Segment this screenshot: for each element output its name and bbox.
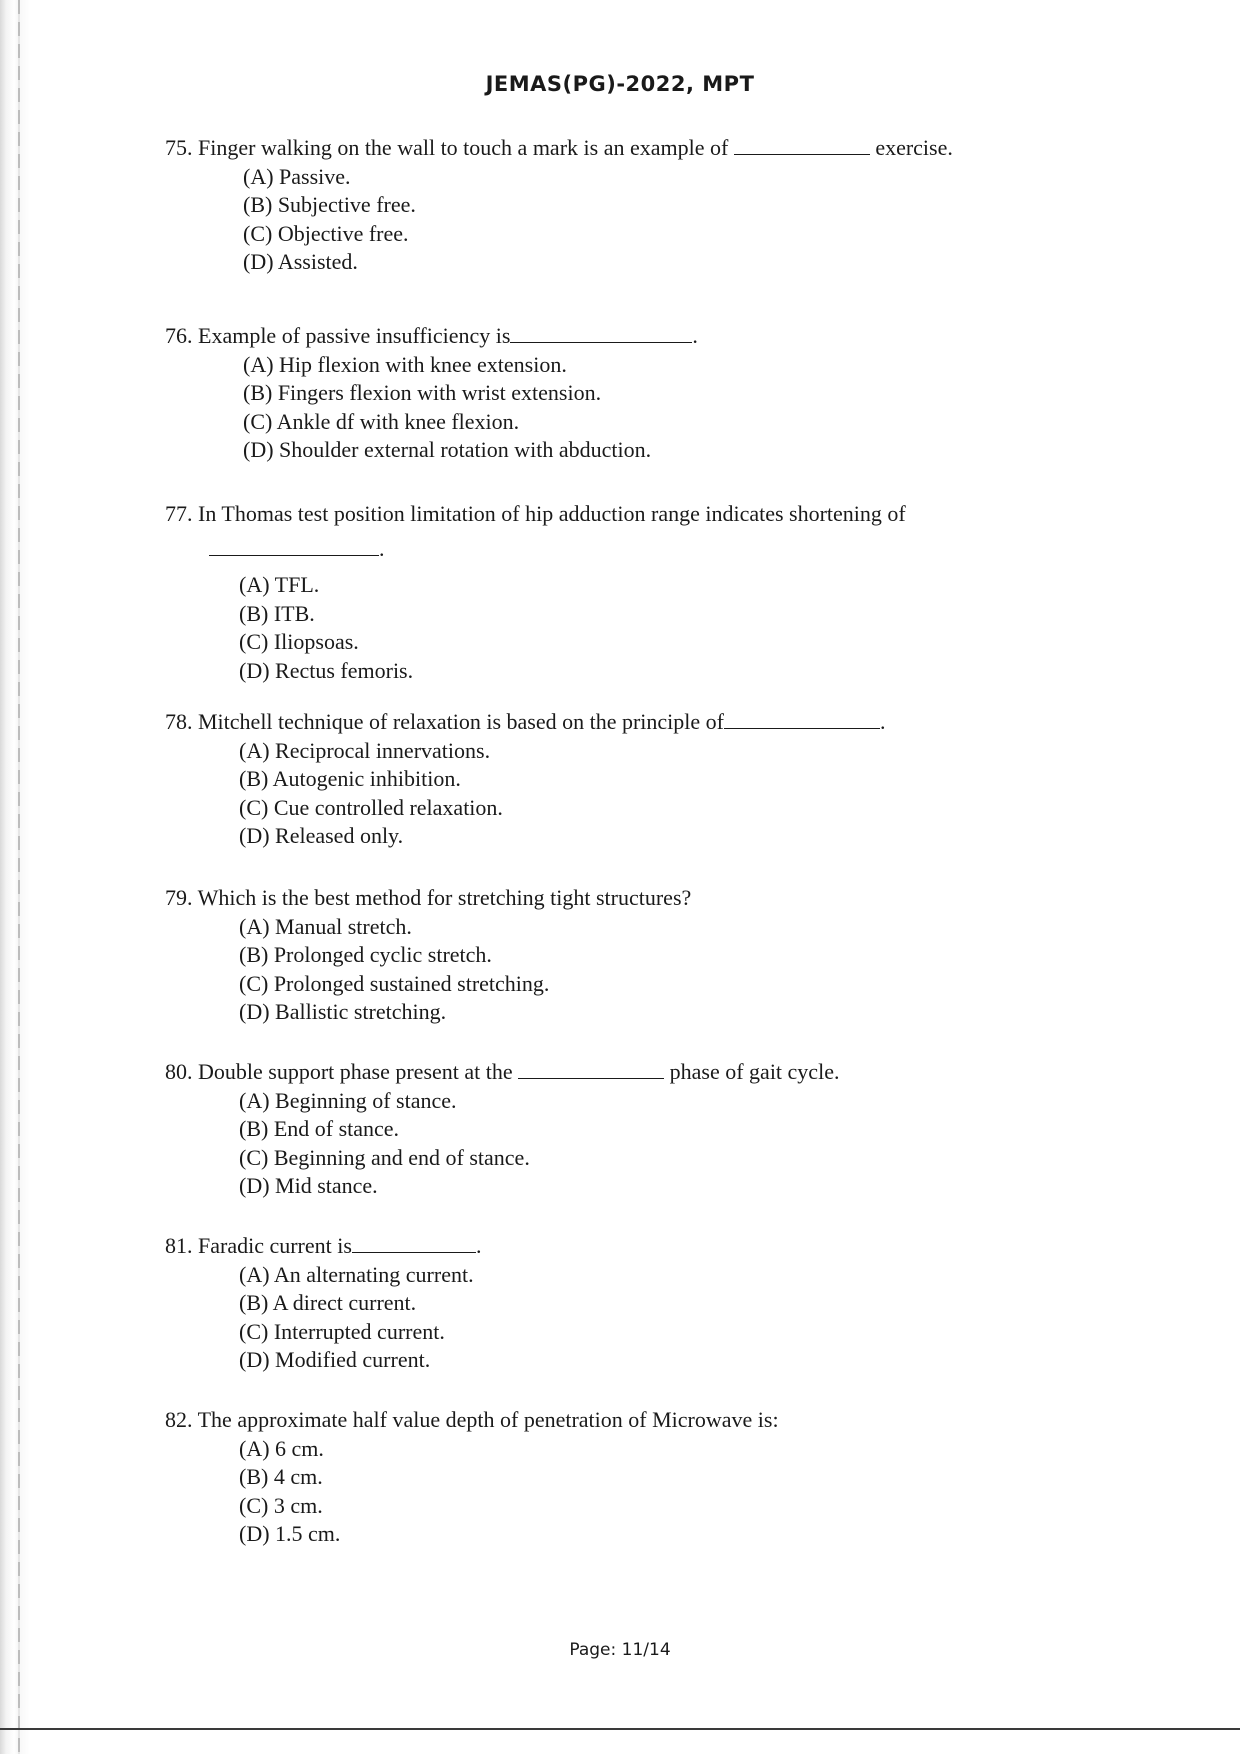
option-c: (C) 3 cm.: [239, 1492, 323, 1518]
option-a: (A) An alternating current.: [239, 1261, 474, 1287]
question-text: Double support phase present at the: [198, 1059, 513, 1084]
option-b: (B) Autogenic inhibition.: [239, 766, 461, 791]
option-b: (B) ITB.: [239, 600, 315, 626]
option-b: (B) Prolonged cyclic stretch.: [239, 942, 492, 967]
answer-blank: [352, 1234, 476, 1253]
option-d: (D) Modified current.: [239, 1347, 431, 1372]
option-b: (B) Subjective free.: [243, 192, 416, 217]
page-number: Page: 11/14: [569, 1640, 671, 1660]
option-d: (D) Assisted.: [243, 249, 358, 274]
answer-blank: [724, 710, 880, 729]
question-79: [165, 884, 1085, 1027]
question-text: Faradic current is: [198, 1233, 352, 1258]
bottom-rule: [0, 1728, 1240, 1730]
option-c: (C) Beginning and end of stance.: [239, 1144, 530, 1170]
question-number: 77.: [165, 501, 193, 526]
question-stem: [165, 1232, 1085, 1261]
question-text: The approximate half value depth of penetration of Microwave is:: [197, 1407, 779, 1432]
option-d: (D) Released only.: [239, 823, 404, 848]
answer-blank: [209, 537, 379, 556]
option-list: [239, 1435, 1085, 1549]
question-text: Example of passive insufficiency is: [198, 323, 511, 348]
option-a: (A) Passive.: [243, 163, 351, 189]
option-c: (C) Cue controlled relaxation.: [239, 794, 503, 820]
question-number: 78.: [165, 709, 193, 734]
option-list: [239, 737, 1085, 851]
question-text-after: .: [379, 535, 385, 561]
option-list: [243, 351, 1085, 465]
question-stem: [165, 1406, 1085, 1435]
question-number: 81.: [165, 1233, 193, 1258]
option-d: (D) Rectus femoris.: [239, 657, 414, 683]
question-stem-continuation: [209, 535, 1085, 564]
question-text: Which is the best method for stretching tight structures?: [197, 885, 692, 910]
question-80: [165, 1058, 1085, 1201]
option-list: [239, 1087, 1085, 1201]
question-number: 76.: [165, 323, 193, 348]
question-text: Finger walking on the wall to touch a mark is an example of: [198, 135, 729, 160]
option-b: (B) Fingers flexion with wrist extension.: [243, 380, 602, 405]
question-text-after: .: [880, 709, 886, 734]
question-number: 80.: [165, 1059, 193, 1084]
question-text-after: exercise.: [875, 135, 953, 160]
question-number: 79.: [165, 885, 193, 910]
option-b: (B) A direct current.: [239, 1290, 417, 1315]
question-stem: [165, 884, 1085, 913]
scan-edge-shadow: [0, 0, 30, 1754]
question-76: [165, 322, 1085, 465]
question-number: 75.: [165, 135, 193, 160]
option-d: (D) Mid stance.: [239, 1173, 378, 1198]
option-c: (C) Ankle df with knee flexion.: [243, 408, 520, 434]
option-c: (C) Interrupted current.: [239, 1318, 445, 1344]
option-a: (A) TFL.: [239, 572, 320, 597]
option-d: (D) Shoulder external rotation with abduction.: [243, 437, 652, 462]
option-c: (C) Prolonged sustained stretching.: [239, 970, 550, 996]
answer-blank: [518, 1060, 664, 1079]
question-stem: [165, 134, 1085, 163]
question-stem: [165, 1058, 1085, 1087]
option-a: (A) Reciprocal innervations.: [239, 737, 491, 763]
option-a: (A) Hip flexion with knee extension.: [243, 351, 567, 377]
option-d: (D) 1.5 cm.: [239, 1521, 341, 1546]
page-title: JEMAS(PG)-2022, MPT: [485, 72, 755, 96]
answer-blank: [734, 136, 870, 155]
question-text-after: .: [475, 1233, 482, 1258]
question-number: 82.: [165, 1407, 193, 1432]
option-a: (A) Beginning of stance.: [239, 1087, 457, 1113]
question-text-after: .: [692, 323, 698, 348]
question-81: [165, 1232, 1085, 1375]
question-78: [165, 708, 1085, 851]
option-a: (A) 6 cm.: [239, 1435, 324, 1461]
question-82: [165, 1406, 1085, 1549]
question-stem: [165, 500, 1085, 529]
question-text: In Thomas test position limitation of hip adduction range indicates shortening of: [198, 501, 906, 526]
option-d: (D) Ballistic stretching.: [239, 999, 447, 1024]
question-text-after: phase of gait cycle.: [669, 1059, 840, 1084]
option-c: (C) Objective free.: [243, 220, 409, 246]
option-b: (B) End of stance.: [239, 1116, 400, 1141]
scan-binding-line: [18, 0, 20, 1754]
option-list: [239, 571, 1085, 685]
question-77: [165, 500, 1085, 685]
option-list: [239, 913, 1085, 1027]
option-c: (C) Iliopsoas.: [239, 629, 359, 654]
question-stem: [165, 708, 1085, 737]
answer-blank: [510, 324, 692, 343]
question-text: Mitchell technique of relaxation is based on the principle of: [198, 709, 725, 734]
question-stem: [165, 322, 1085, 351]
option-list: [239, 1261, 1085, 1375]
option-b: (B) 4 cm.: [239, 1464, 323, 1489]
option-a: (A) Manual stretch.: [239, 913, 412, 939]
question-75: [165, 134, 1085, 277]
option-list: [243, 163, 1085, 277]
